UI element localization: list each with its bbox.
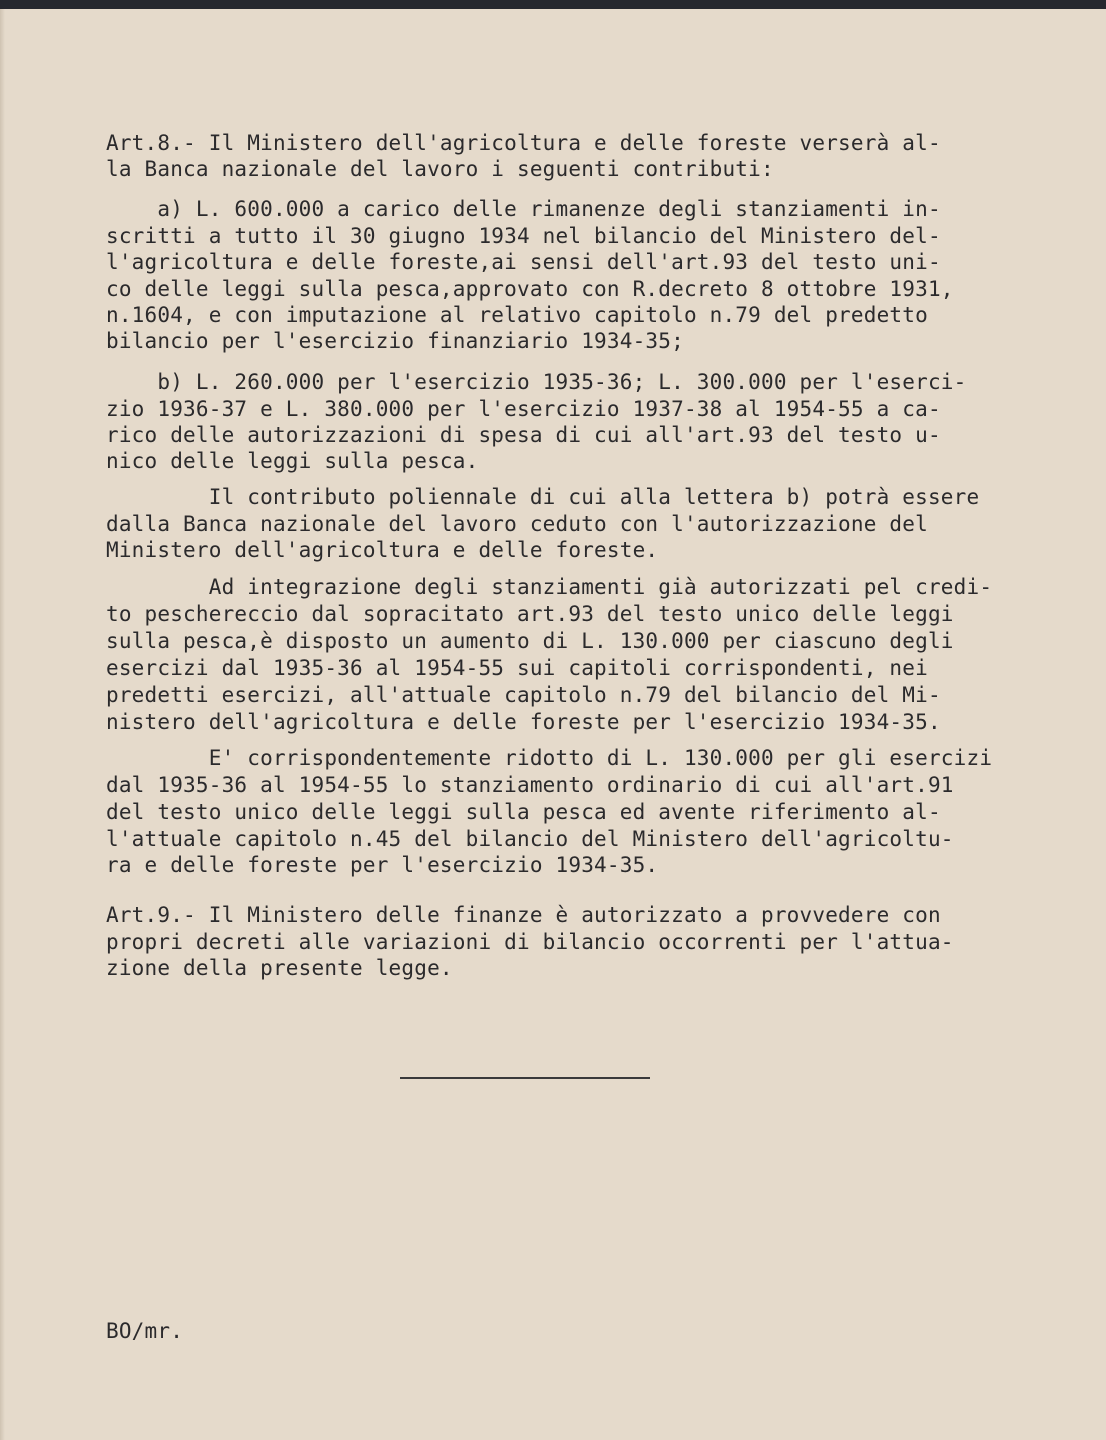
art8-item-a-line-2: scritti a tutto il 30 giugno 1934 nel bilancio del Ministero del- — [106, 224, 941, 248]
closing-rule — [400, 1077, 650, 1079]
art8-integration-line-4: esercizi dal 1935-36 al 1954-55 sui capitoli corrispondenti, nei — [106, 656, 928, 680]
art8-reduction-line-3: del testo unico delle leggi sulla pesca ed avente riferimento al- — [106, 800, 941, 824]
art8-reduction-line-4: l'attuale capitolo n.45 del bilancio del Ministero dell'agricoltu- — [106, 827, 954, 851]
art9-line-3: zione della presente legge. — [106, 956, 453, 980]
art8-item-a-line-6: bilancio per l'esercizio finanziario 1934-35; — [106, 329, 684, 353]
art8-integration-line-1: Ad integrazione degli stanziamenti già autorizzati pel credi- — [106, 575, 993, 599]
art8-reduction-line-5: ra e delle foreste per l'esercizio 1934-35. — [106, 853, 659, 877]
art8-intro-line-1: Art.8.- Il Ministero dell'agricoltura e delle foreste verserà al- — [106, 131, 941, 155]
art8-integration-line-6: nistero dell'agricoltura e delle foreste per l'esercizio 1934-35. — [106, 710, 941, 734]
art8-item-b-line-2: zio 1936-37 e L. 380.000 per l'esercizio 1937-38 al 1954-55 a ca- — [106, 397, 941, 421]
art8-item-a-line-3: l'agricoltura e delle foreste,ai sensi dell'art.93 del testo uni- — [106, 250, 941, 274]
art8-integration-line-3: sulla pesca,è disposto un aumento di L. 130.000 per ciascuno degli — [106, 629, 954, 653]
art9-line-2: propri decreti alle variazioni di bilancio occorrenti per l'attua- — [106, 930, 954, 954]
art8-item-a-line-4: co delle leggi sulla pesca,approvato con R.decreto 8 ottobre 1931, — [106, 277, 954, 301]
art8-item-a-line-5: n.1604, e con imputazione al relativo capitolo n.79 del predetto — [106, 303, 928, 327]
art8-item-b-line-4: nico delle leggi sulla pesca. — [106, 449, 479, 473]
art8-integration-line-2: to peschereccio dal sopracitato art.93 del testo unico delle leggi — [106, 602, 954, 626]
art9-line-1: Art.9.- Il Ministero delle finanze è autorizzato a provvedere con — [106, 903, 941, 927]
art8-reduction-line-1: E' corrispondentemente ridotto di L. 130.000 per gli esercizi — [106, 746, 993, 770]
art8-item-b-line-1: b) L. 260.000 per l'esercizio 1935-36; L. 300.000 per l'eserci- — [106, 370, 967, 394]
art8-integration-line-5: predetti esercizi, all'attuale capitolo n.79 del bilancio del Mi- — [106, 683, 941, 707]
art8-intro-line-2: la Banca nazionale del lavoro i seguenti contributi: — [106, 157, 774, 181]
art8-item-a-line-1: a) L. 600.000 a carico delle rimanenze degli stanziamenti in- — [106, 197, 941, 221]
art8-reduction-line-2: dal 1935-36 al 1954-55 lo stanziamento ordinario di cui all'art.91 — [106, 773, 954, 797]
typist-initials: BO/mr. — [106, 1319, 184, 1343]
art8-cession-line-3: Ministero dell'agricoltura e delle foreste. — [106, 538, 659, 562]
art8-cession-line-1: Il contributo poliennale di cui alla lettera b) potrà essere — [106, 485, 980, 509]
art8-item-b-line-3: rico delle autorizzazioni di spesa di cui all'art.93 del testo u- — [106, 423, 941, 447]
art8-cession-line-2: dalla Banca nazionale del lavoro ceduto con l'autorizzazione del — [106, 512, 928, 536]
